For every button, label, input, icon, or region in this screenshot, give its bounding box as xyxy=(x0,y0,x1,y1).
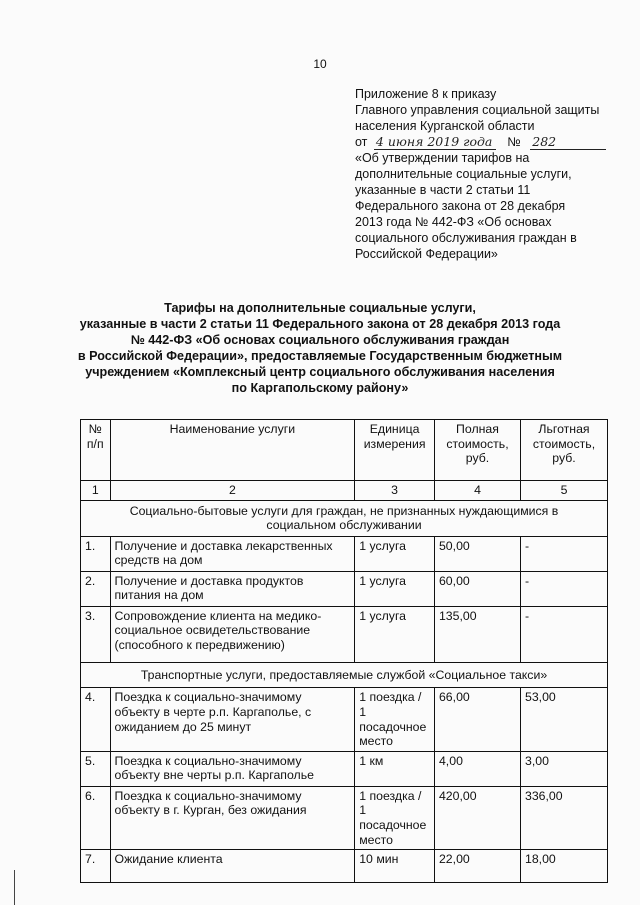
row-discount-cost: - xyxy=(521,606,608,662)
header-discount-cost: Льготная стоимость, руб. xyxy=(521,420,608,481)
row-num: 7. xyxy=(81,850,111,883)
section-title: Транспортные услуги, предоставляемые службой «Социальное такси» xyxy=(81,662,608,688)
table-header-row xyxy=(81,420,608,481)
tariffs-table xyxy=(80,419,608,883)
table-row xyxy=(81,751,608,786)
number-label: № xyxy=(507,135,521,149)
row-discount-cost: - xyxy=(521,536,608,571)
row-num: 5. xyxy=(81,751,111,786)
table-row xyxy=(81,688,608,751)
row-num: 1. xyxy=(81,536,111,571)
appendix-subject-line: Российской Федерации» xyxy=(355,247,498,261)
page-number: 10 xyxy=(313,57,327,71)
row-unit: 10 мин xyxy=(355,850,435,883)
section-header-row xyxy=(81,662,608,688)
row-num: 4. xyxy=(81,688,111,751)
table-row xyxy=(81,786,608,849)
header-name: Наименование услуги xyxy=(110,420,355,481)
row-name: Сопровождение клиента на медико-социальное освидетельствование (способного к передвижению) xyxy=(110,606,355,662)
title-line: Тарифы на дополнительные социальные услуги, xyxy=(164,301,476,315)
appendix-subject-line: 2013 года № 442-ФЗ «Об основах xyxy=(355,215,552,229)
row-discount-cost: 18,00 xyxy=(521,850,608,883)
table-row xyxy=(81,536,608,571)
header-unit: Единица измерения xyxy=(355,420,435,481)
title-line: в Российской Федерации», предоставляемые Государственным бюджетным xyxy=(77,349,563,363)
column-number: 5 xyxy=(521,481,608,501)
column-number: 4 xyxy=(434,481,520,501)
order-date-number-line xyxy=(355,134,620,150)
appendix-subject-line: указанные в части 2 статьи 11 xyxy=(355,183,531,197)
row-name: Поездка к социально-значимому объекту в черте р.п. Каргаполье, с ожиданием до 25 минут xyxy=(110,688,355,751)
row-num: 3. xyxy=(81,606,111,662)
row-name: Получение и доставка продуктов питания на дом xyxy=(110,571,355,606)
row-unit: 1 услуга xyxy=(355,536,435,571)
title-line: по Каргапольскому району» xyxy=(231,381,409,395)
row-name: Поездка к социально-значимому объекту вне черты р.п. Каргаполье xyxy=(110,751,355,786)
header-full-cost: Полная стоимость, руб. xyxy=(434,420,520,481)
title-line: учреждением «Комплексный центр социального обслуживания населения xyxy=(85,365,555,379)
appendix-line: населения Курганской области xyxy=(355,119,535,133)
appendix-header xyxy=(355,86,620,262)
row-unit: 1 поездка / 1 посадочное место xyxy=(355,688,435,751)
row-num: 6. xyxy=(81,786,111,849)
column-number: 3 xyxy=(355,481,435,501)
row-name: Ожидание клиента xyxy=(110,850,355,883)
row-unit: 1 поездка / 1 посадочное место xyxy=(355,786,435,849)
section-header-row xyxy=(81,500,608,536)
appendix-subject-line: «Об утверждении тарифов на xyxy=(355,151,530,165)
row-full-cost: 22,00 xyxy=(434,850,520,883)
column-number: 1 xyxy=(81,481,111,501)
document-title xyxy=(60,300,580,396)
handwritten-number: 282 xyxy=(530,135,606,150)
row-unit: 1 услуга xyxy=(355,571,435,606)
appendix-line: Приложение 8 к приказу xyxy=(355,87,497,101)
row-discount-cost: 53,00 xyxy=(521,688,608,751)
table-row xyxy=(81,850,608,883)
row-name: Поездка к социально-значимому объекту в г. Курган, без ожидания xyxy=(110,786,355,849)
column-number-row xyxy=(81,481,608,501)
appendix-line: Главного управления социальной защиты xyxy=(355,103,600,117)
table-row xyxy=(81,571,608,606)
row-full-cost: 50,00 xyxy=(434,536,520,571)
title-line: указанные в части 2 статьи 11 Федерального закона от 28 декабря 2013 года xyxy=(79,317,561,331)
row-full-cost: 420,00 xyxy=(434,786,520,849)
row-num: 2. xyxy=(81,571,111,606)
header-num: № п/п xyxy=(81,420,111,481)
column-number: 2 xyxy=(110,481,355,501)
appendix-subject-line: дополнительные социальные услуги, xyxy=(355,167,572,181)
row-full-cost: 60,00 xyxy=(434,571,520,606)
row-name: Получение и доставка лекарственных средств на дом xyxy=(110,536,355,571)
row-discount-cost: - xyxy=(521,571,608,606)
row-unit: 1 км xyxy=(355,751,435,786)
row-full-cost: 66,00 xyxy=(434,688,520,751)
section-title: Социально-бытовые услуги для граждан, не признанных нуждающимися в социальном обслуживании xyxy=(81,500,608,536)
row-unit: 1 услуга xyxy=(355,606,435,662)
table-row xyxy=(81,606,608,662)
row-discount-cost: 3,00 xyxy=(521,751,608,786)
row-discount-cost: 336,00 xyxy=(521,786,608,849)
row-full-cost: 135,00 xyxy=(434,606,520,662)
appendix-subject-line: социального обслуживания граждан в xyxy=(355,231,577,245)
scan-margin-line xyxy=(14,870,15,905)
handwritten-date: 4 июня 2019 года xyxy=(374,135,496,150)
appendix-subject-line: Федерального закона от 28 декабря xyxy=(355,199,566,213)
title-line: № 442-ФЗ «Об основах социального обслуживания граждан xyxy=(130,333,510,347)
from-label: от xyxy=(355,135,368,149)
row-full-cost: 4,00 xyxy=(434,751,520,786)
